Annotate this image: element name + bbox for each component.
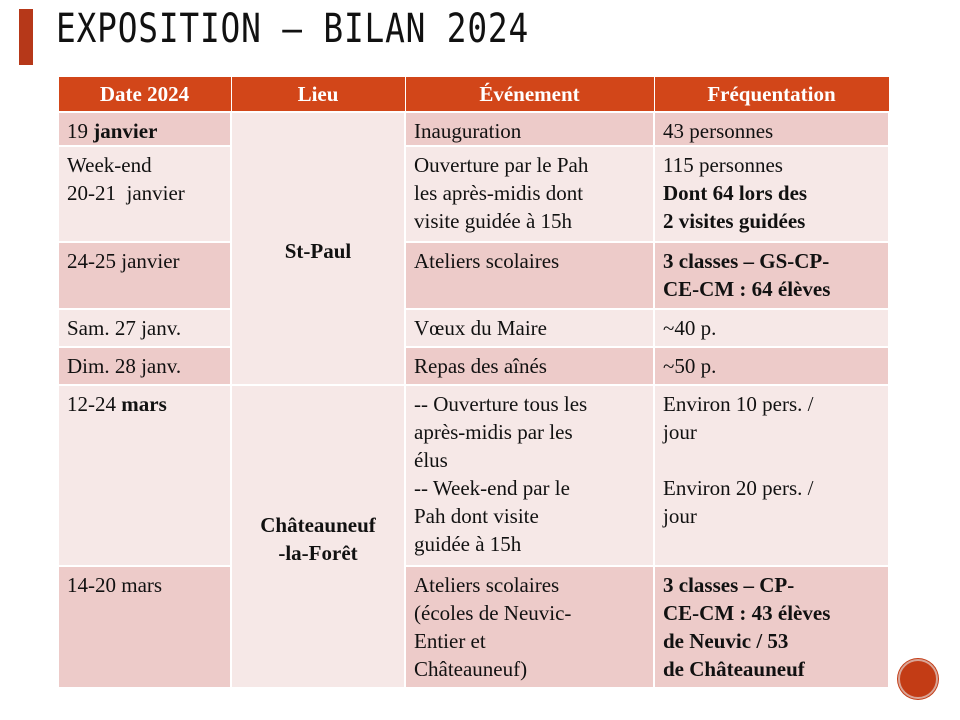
attendance-cell: 3 classes – CP- CE-CM : 43 élèves de Neuvic / 53 de Châteauneuf: [654, 566, 889, 688]
slide-badge-circle: [898, 659, 938, 699]
event-cell: Ouverture par le Pah les après-midis dont visite guidée à 15h: [405, 146, 654, 242]
table-header-row: [58, 77, 889, 113]
table-row: [58, 146, 889, 242]
header-attendance: Fréquentation: [654, 77, 889, 113]
attendance-cell: Environ 10 pers. / jour Environ 20 pers. / jour: [654, 385, 889, 566]
event-cell: Inauguration: [405, 112, 654, 146]
date-cell: 14-20 mars: [58, 566, 231, 688]
place-st-paul: St-Paul: [231, 112, 405, 385]
event-cell: Repas des aînés: [405, 347, 654, 385]
exhibition-summary-table: [57, 76, 890, 689]
date-cell: 19 janvier: [58, 112, 231, 146]
place-chateauneuf: Châteauneuf -la-Forêt: [231, 385, 405, 688]
header-date: Date 2024: [58, 77, 231, 113]
table-row: [58, 242, 889, 309]
title-accent-bar: [19, 9, 33, 65]
attendance-cell: ~40 p.: [654, 309, 889, 347]
date-cell: Dim. 28 janv.: [58, 347, 231, 385]
table-row: [58, 385, 889, 566]
event-cell: Ateliers scolaires: [405, 242, 654, 309]
event-cell: -- Ouverture tous les après-midis par les élus -- Week-end par le Pah dont visite guidée à 15h: [405, 385, 654, 566]
attendance-cell: ~50 p.: [654, 347, 889, 385]
header-place: Lieu: [231, 77, 405, 113]
event-cell: Vœux du Maire: [405, 309, 654, 347]
date-cell: Week-end 20-21 janvier: [58, 146, 231, 242]
header-event: Événement: [405, 77, 654, 113]
table-row: [58, 309, 889, 347]
table-row: [58, 566, 889, 688]
event-cell: Ateliers scolaires (écoles de Neuvic- Entier et Châteauneuf): [405, 566, 654, 688]
slide-title: EXPOSITION – BILAN 2024: [56, 6, 530, 52]
date-cell: 12-24 mars: [58, 385, 231, 566]
attendance-cell: 3 classes – GS-CP- CE-CM : 64 élèves: [654, 242, 889, 309]
date-cell: Sam. 27 janv.: [58, 309, 231, 347]
date-cell: 24-25 janvier: [58, 242, 231, 309]
table-row: [58, 347, 889, 385]
attendance-cell: 115 personnes Dont 64 lors des 2 visites guidées: [654, 146, 889, 242]
table-row: [58, 112, 889, 146]
attendance-cell: 43 personnes: [654, 112, 889, 146]
